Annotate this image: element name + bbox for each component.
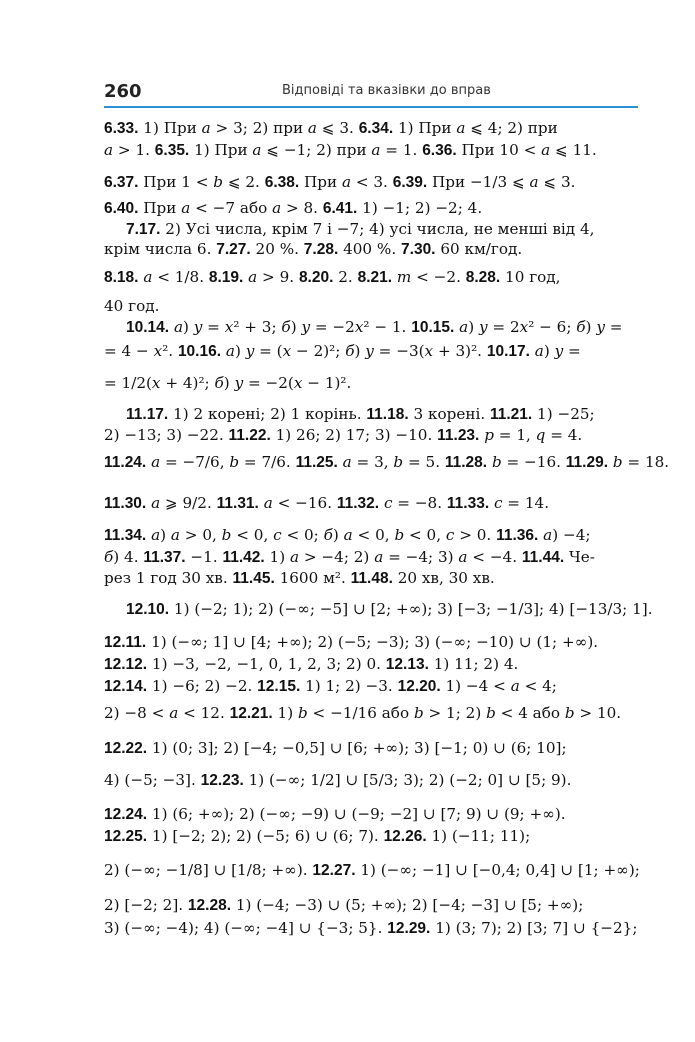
answer-line: 6.37. При 1 < b ⩽ 2. 6.38. При a < 3. 6.39. При −1/3 ⩽ a ⩽ 3. (104, 173, 576, 191)
answer-line: 10.14. а) y = x² + 3; б) y = −2x² − 1. 10.15. а) y = 2x² − 6; б) y = (126, 318, 623, 336)
answer-line: 11.24. a = −7/6, b = 7/6. 11.25. a = 3, b = 5. 11.28. b = −16. 11.29. b = 18. (104, 453, 670, 471)
answer-line: 40 год. (104, 297, 160, 315)
answer-line: 2) −13; 3) −22. 11.22. 1) 26; 2) 17; 3) −10. 11.23. p = 1, q = 4. (104, 426, 583, 444)
answer-line: крім числа 6. 7.27. 20 %. 7.28. 400 %. 7.30. 60 км/год. (104, 240, 523, 258)
answer-line: 3) (−∞; −4); 4) (−∞; −4] ∪ {−3; 5}. 12.29. 1) (3; 7); 2) [3; 7] ∪ {−2}; (104, 919, 638, 937)
answer-line: 6.33. 1) При a > 3; 2) при a ⩽ 3. 6.34. 1) При a ⩽ 4; 2) при (104, 119, 558, 137)
answer-line: 2) [−2; 2]. 12.28. 1) (−4; −3) ∪ (5; +∞); 2) [−4; −3] ∪ [5; +∞); (104, 896, 584, 914)
answer-line: 2) −8 < a < 12. 12.21. 1) b < −1/16 або b > 1; 2) b < 4 або b > 10. (104, 704, 622, 722)
answer-line: 12.12. 1) −3, −2, −1, 0, 1, 2, 3; 2) 0. 12.13. 1) 11; 2) 4. (104, 655, 519, 673)
answer-line: 11.17. 1) 2 корені; 2) 1 корінь. 11.18. 3 корені. 11.21. 1) −25; (126, 405, 595, 423)
answer-line: 12.11. 1) (−∞; 1] ∪ [4; +∞); 2) (−5; −3); 3) (−∞; −10) ∪ (1; +∞). (104, 633, 599, 651)
answer-line: a > 1. 6.35. 1) При a ⩽ −1; 2) при a = 1. 6.36. При 10 < a ⩽ 11. (104, 141, 597, 159)
answer-line: 6.40. При a < −7 або a > 8. 6.41. 1) −1; 2) −2; 4. (104, 199, 483, 217)
answer-line: 7.17. 2) Усі числа, крім 7 і −7; 4) усі числа, не менші від 4, (126, 220, 595, 238)
answer-line: 11.30. a ⩾ 9/2. 11.31. a < −16. 11.32. c = −8. 11.33. c = 14. (104, 494, 550, 512)
answer-line: = 4 − x². 10.16. а) y = (x − 2)²; б) y = −3(x + 3)². 10.17. а) y = (104, 342, 581, 360)
header-rule (104, 106, 638, 108)
answer-line: 2) (−∞; −1/8] ∪ [1/8; +∞). 12.27. 1) (−∞; −1] ∪ [−0,4; 0,4] ∪ [1; +∞); (104, 861, 640, 879)
answer-line: б) 4. 11.37. −1. 11.42. 1) a > −4; 2) a = −4; 3) a < −4. 11.44. Че- (104, 548, 595, 566)
answer-line: 4) (−5; −3]. 12.23. 1) (−∞; 1/2] ∪ [5/3; 3); 2) (−2; 0] ∪ [5; 9). (104, 771, 572, 789)
running-header-title: Відповіді та вказівки до вправ (282, 83, 491, 98)
answer-line: 12.24. 1) (6; +∞); 2) (−∞; −9) ∪ (−9; −2] ∪ [7; 9) ∪ (9; +∞). (104, 805, 566, 823)
answer-line: 12.22. 1) (0; 3]; 2) [−4; −0,5] ∪ [6; +∞); 3) [−1; 0) ∪ (6; 10]; (104, 739, 567, 757)
answer-line: 12.25. 1) [−2; 2); 2) (−5; 6) ∪ (6; 7). 12.26. 1) (−11; 11); (104, 827, 531, 845)
page-number: 260 (104, 81, 142, 102)
answer-line: = 1/2(x + 4)²; б) y = −2(x − 1)². (104, 374, 352, 392)
answer-line: 12.14. 1) −6; 2) −2. 12.15. 1) 1; 2) −3. 12.20. 1) −4 < a < 4; (104, 677, 557, 695)
answer-line: 8.18. a < 1/8. 8.19. a > 9. 8.20. 2. 8.21. m < −2. 8.28. 10 год, (104, 268, 561, 286)
answer-line: рез 1 год 30 хв. 11.45. 1600 м². 11.48. 20 хв, 30 хв. (104, 569, 495, 587)
answer-line: 12.10. 1) (−2; 1); 2) (−∞; −5] ∪ [2; +∞); 3) [−3; −1/3]; 4) [−13/3; 1]. (126, 600, 653, 618)
answer-line: 11.34. а) a > 0, b < 0, c < 0; б) a < 0, b < 0, c > 0. 11.36. а) −4; (104, 526, 591, 544)
